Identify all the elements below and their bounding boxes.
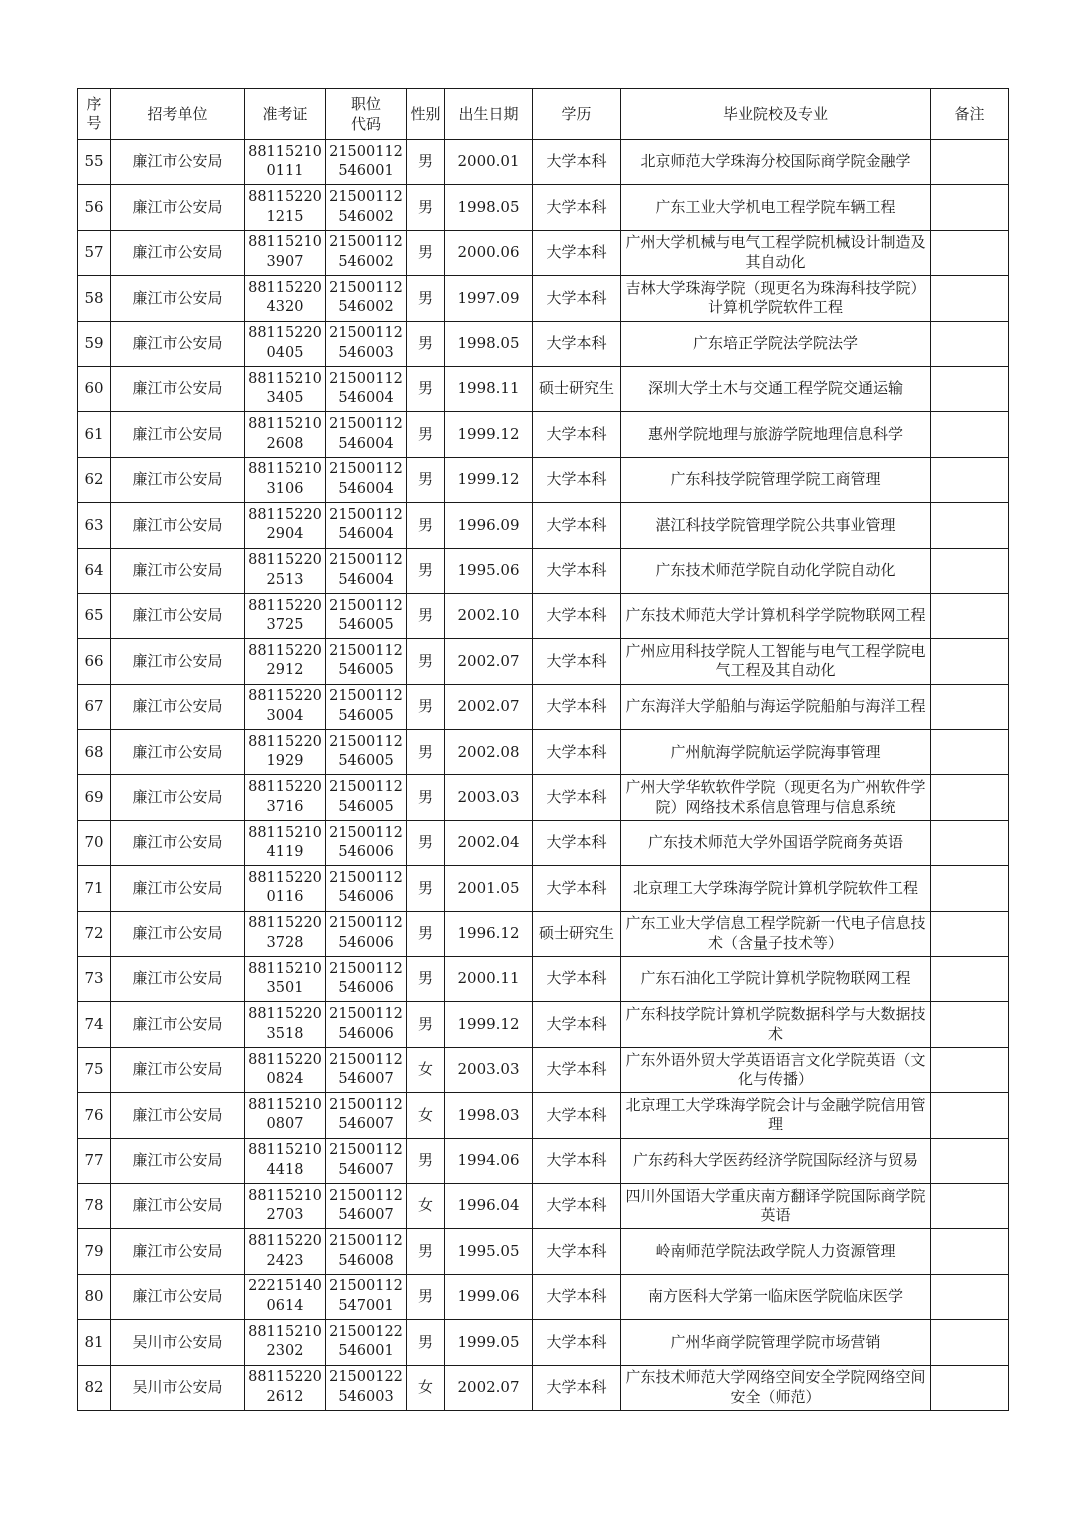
cell-gender: 男 xyxy=(407,230,445,275)
cell-post-code: 21500112546004 xyxy=(326,503,407,548)
cell-seq: 59 xyxy=(78,321,111,366)
cell-unit: 廉江市公安局 xyxy=(111,548,245,593)
table-row xyxy=(78,412,1009,457)
cell-unit: 廉江市公安局 xyxy=(111,866,245,911)
cell-unit: 廉江市公安局 xyxy=(111,1183,245,1228)
cell-unit: 廉江市公安局 xyxy=(111,1229,245,1274)
cell-seq: 56 xyxy=(78,185,111,230)
cell-post-code: 21500112546004 xyxy=(326,412,407,457)
table-row xyxy=(78,1183,1009,1228)
cell-education: 大学本科 xyxy=(533,820,621,865)
cell-education: 大学本科 xyxy=(533,1365,621,1410)
cell-unit: 廉江市公安局 xyxy=(111,593,245,638)
cell-birth: 2002.10 xyxy=(445,593,533,638)
cell-education: 大学本科 xyxy=(533,140,621,185)
cell-gender: 男 xyxy=(407,1138,445,1183)
cell-seq: 70 xyxy=(78,820,111,865)
cell-school: 吉林大学珠海学院（现更名为珠海科技学院）计算机学院软件工程 xyxy=(621,276,931,321)
cell-school: 广州华商学院管理学院市场营销 xyxy=(621,1320,931,1365)
cell-ticket: 881152203518 xyxy=(245,1002,326,1047)
cell-unit: 廉江市公安局 xyxy=(111,140,245,185)
cell-post-code: 21500112546006 xyxy=(326,957,407,1002)
cell-unit: 廉江市公安局 xyxy=(111,730,245,775)
cell-unit: 廉江市公安局 xyxy=(111,957,245,1002)
cell-education: 大学本科 xyxy=(533,230,621,275)
cell-ticket: 881152203728 xyxy=(245,911,326,956)
cell-birth: 2001.05 xyxy=(445,866,533,911)
cell-seq: 72 xyxy=(78,911,111,956)
cell-gender: 男 xyxy=(407,911,445,956)
cell-note xyxy=(931,911,1009,956)
cell-education: 大学本科 xyxy=(533,1093,621,1138)
cell-birth: 2000.11 xyxy=(445,957,533,1002)
header-ticket: 准考证 xyxy=(245,89,326,140)
cell-school: 北京师范大学珠海分校国际商学院金融学 xyxy=(621,140,931,185)
cell-note xyxy=(931,366,1009,411)
cell-ticket: 881152102703 xyxy=(245,1183,326,1228)
cell-post-code: 21500122546001 xyxy=(326,1320,407,1365)
cell-school: 北京理工大学珠海学院计算机学院软件工程 xyxy=(621,866,931,911)
cell-ticket: 881152202423 xyxy=(245,1229,326,1274)
cell-post-code: 21500112546005 xyxy=(326,730,407,775)
cell-unit: 吴川市公安局 xyxy=(111,1365,245,1410)
cell-post-code: 21500112546007 xyxy=(326,1047,407,1092)
cell-note xyxy=(931,866,1009,911)
table-row xyxy=(78,684,1009,729)
cell-seq: 69 xyxy=(78,775,111,820)
cell-note xyxy=(931,775,1009,820)
cell-post-code: 21500112546005 xyxy=(326,775,407,820)
cell-post-code: 21500112546007 xyxy=(326,1093,407,1138)
cell-education: 大学本科 xyxy=(533,1274,621,1319)
table-row xyxy=(78,1274,1009,1319)
cell-education: 大学本科 xyxy=(533,503,621,548)
cell-education: 大学本科 xyxy=(533,593,621,638)
cell-birth: 2000.01 xyxy=(445,140,533,185)
table-row xyxy=(78,730,1009,775)
table-row xyxy=(78,639,1009,684)
cell-seq: 65 xyxy=(78,593,111,638)
cell-note xyxy=(931,1047,1009,1092)
cell-gender: 男 xyxy=(407,1002,445,1047)
cell-note xyxy=(931,1138,1009,1183)
cell-seq: 62 xyxy=(78,457,111,502)
cell-birth: 1997.09 xyxy=(445,276,533,321)
cell-school: 广东科技学院计算机学院数据科学与大数据技术 xyxy=(621,1002,931,1047)
cell-post-code: 21500112546002 xyxy=(326,185,407,230)
cell-ticket: 881152203725 xyxy=(245,593,326,638)
cell-school: 岭南师范学院法政学院人力资源管理 xyxy=(621,1229,931,1274)
cell-birth: 2002.07 xyxy=(445,639,533,684)
cell-education: 大学本科 xyxy=(533,684,621,729)
cell-gender: 男 xyxy=(407,140,445,185)
table-row xyxy=(78,1365,1009,1410)
cell-education: 大学本科 xyxy=(533,730,621,775)
cell-birth: 1995.05 xyxy=(445,1229,533,1274)
cell-gender: 男 xyxy=(407,957,445,1002)
cell-seq: 68 xyxy=(78,730,111,775)
cell-school: 广东药科大学医药经济学院国际经济与贸易 xyxy=(621,1138,931,1183)
cell-gender: 男 xyxy=(407,457,445,502)
cell-post-code: 21500112546007 xyxy=(326,1183,407,1228)
cell-education: 大学本科 xyxy=(533,1229,621,1274)
cell-unit: 吴川市公安局 xyxy=(111,1320,245,1365)
cell-unit: 廉江市公安局 xyxy=(111,185,245,230)
cell-school: 广东技术师范大学外国语学院商务英语 xyxy=(621,820,931,865)
cell-unit: 廉江市公安局 xyxy=(111,412,245,457)
cell-birth: 1999.12 xyxy=(445,412,533,457)
cell-ticket: 881152200116 xyxy=(245,866,326,911)
cell-ticket: 881152104119 xyxy=(245,820,326,865)
cell-ticket: 881152100111 xyxy=(245,140,326,185)
cell-ticket: 881152103501 xyxy=(245,957,326,1002)
cell-education: 大学本科 xyxy=(533,1138,621,1183)
cell-ticket: 881152203004 xyxy=(245,684,326,729)
cell-seq: 79 xyxy=(78,1229,111,1274)
cell-seq: 73 xyxy=(78,957,111,1002)
cell-seq: 77 xyxy=(78,1138,111,1183)
cell-unit: 廉江市公安局 xyxy=(111,366,245,411)
cell-gender: 男 xyxy=(407,820,445,865)
cell-education: 大学本科 xyxy=(533,548,621,593)
cell-note xyxy=(931,503,1009,548)
cell-unit: 廉江市公安局 xyxy=(111,1093,245,1138)
table-body xyxy=(78,140,1009,1411)
cell-birth: 1999.06 xyxy=(445,1274,533,1319)
cell-seq: 71 xyxy=(78,866,111,911)
cell-gender: 女 xyxy=(407,1365,445,1410)
cell-gender: 男 xyxy=(407,548,445,593)
cell-gender: 男 xyxy=(407,185,445,230)
cell-seq: 61 xyxy=(78,412,111,457)
cell-note xyxy=(931,276,1009,321)
cell-gender: 男 xyxy=(407,1229,445,1274)
cell-post-code: 21500112546005 xyxy=(326,639,407,684)
cell-post-code: 21500112546002 xyxy=(326,230,407,275)
table-row xyxy=(78,230,1009,275)
cell-ticket: 881152201929 xyxy=(245,730,326,775)
cell-school: 广东海洋大学船舶与海运学院船舶与海洋工程 xyxy=(621,684,931,729)
cell-ticket: 881152202513 xyxy=(245,548,326,593)
cell-ticket: 881152200405 xyxy=(245,321,326,366)
cell-gender: 男 xyxy=(407,321,445,366)
cell-education: 大学本科 xyxy=(533,866,621,911)
cell-gender: 男 xyxy=(407,1320,445,1365)
cell-ticket: 881152203716 xyxy=(245,775,326,820)
cell-school: 广州应用科技学院人工智能与电气工程学院电气工程及其自动化 xyxy=(621,639,931,684)
header-unit: 招考单位 xyxy=(111,89,245,140)
cell-ticket: 881152103405 xyxy=(245,366,326,411)
cell-school: 广东技术师范学院自动化学院自动化 xyxy=(621,548,931,593)
cell-birth: 1999.12 xyxy=(445,1002,533,1047)
cell-gender: 女 xyxy=(407,1093,445,1138)
table-row xyxy=(78,1229,1009,1274)
table-row xyxy=(78,957,1009,1002)
cell-education: 大学本科 xyxy=(533,185,621,230)
candidate-table xyxy=(77,88,1009,1411)
cell-school: 南方医科大学第一临床医学院临床医学 xyxy=(621,1274,931,1319)
cell-education: 大学本科 xyxy=(533,1183,621,1228)
cell-birth: 2003.03 xyxy=(445,775,533,820)
cell-gender: 男 xyxy=(407,639,445,684)
cell-note xyxy=(931,230,1009,275)
cell-seq: 82 xyxy=(78,1365,111,1410)
cell-school: 广东工业大学信息工程学院新一代电子信息技术（含量子技术等） xyxy=(621,911,931,956)
cell-unit: 廉江市公安局 xyxy=(111,1138,245,1183)
cell-seq: 78 xyxy=(78,1183,111,1228)
header-post-code: 职位代码 xyxy=(326,89,407,140)
cell-school: 深圳大学土木与交通工程学院交通运输 xyxy=(621,366,931,411)
cell-seq: 63 xyxy=(78,503,111,548)
cell-post-code: 21500112546002 xyxy=(326,276,407,321)
cell-education: 大学本科 xyxy=(533,957,621,1002)
cell-gender: 男 xyxy=(407,866,445,911)
cell-note xyxy=(931,820,1009,865)
cell-ticket: 881152200824 xyxy=(245,1047,326,1092)
table-row xyxy=(78,457,1009,502)
cell-education: 大学本科 xyxy=(533,457,621,502)
cell-birth: 2002.08 xyxy=(445,730,533,775)
cell-note xyxy=(931,593,1009,638)
cell-education: 大学本科 xyxy=(533,412,621,457)
cell-gender: 男 xyxy=(407,276,445,321)
cell-note xyxy=(931,1274,1009,1319)
cell-note xyxy=(931,412,1009,457)
cell-school: 广东科技学院管理学院工商管理 xyxy=(621,457,931,502)
cell-unit: 廉江市公安局 xyxy=(111,775,245,820)
cell-note xyxy=(931,1320,1009,1365)
cell-unit: 廉江市公安局 xyxy=(111,639,245,684)
cell-school: 湛江科技学院管理学院公共事业管理 xyxy=(621,503,931,548)
cell-school: 广东技术师范大学计算机科学学院物联网工程 xyxy=(621,593,931,638)
cell-birth: 2000.06 xyxy=(445,230,533,275)
header-seq: 序号 xyxy=(78,89,111,140)
cell-gender: 男 xyxy=(407,593,445,638)
cell-ticket: 881152202612 xyxy=(245,1365,326,1410)
cell-education: 硕士研究生 xyxy=(533,911,621,956)
cell-school: 惠州学院地理与旅游学院地理信息科学 xyxy=(621,412,931,457)
cell-birth: 1999.12 xyxy=(445,457,533,502)
cell-gender: 男 xyxy=(407,503,445,548)
cell-note xyxy=(931,639,1009,684)
cell-unit: 廉江市公安局 xyxy=(111,1002,245,1047)
cell-unit: 廉江市公安局 xyxy=(111,1047,245,1092)
header-education: 学历 xyxy=(533,89,621,140)
cell-post-code: 21500112546004 xyxy=(326,457,407,502)
cell-post-code: 21500122546003 xyxy=(326,1365,407,1410)
cell-birth: 1998.05 xyxy=(445,321,533,366)
cell-gender: 女 xyxy=(407,1183,445,1228)
admission-list-sheet xyxy=(77,88,1008,1411)
cell-school: 广东外语外贸大学英语语言文化学院英语（文化与传播） xyxy=(621,1047,931,1092)
table-row xyxy=(78,775,1009,820)
cell-school: 广州大学机械与电气工程学院机械设计制造及其自动化 xyxy=(621,230,931,275)
cell-unit: 廉江市公安局 xyxy=(111,911,245,956)
cell-school: 广州大学华软软件学院（现更名为广州软件学院）网络技术系信息管理与信息系统 xyxy=(621,775,931,820)
cell-birth: 1998.03 xyxy=(445,1093,533,1138)
cell-ticket: 881152104418 xyxy=(245,1138,326,1183)
cell-birth: 1996.04 xyxy=(445,1183,533,1228)
cell-note xyxy=(931,1002,1009,1047)
table-row xyxy=(78,1138,1009,1183)
cell-gender: 男 xyxy=(407,730,445,775)
cell-gender: 女 xyxy=(407,1047,445,1092)
cell-seq: 67 xyxy=(78,684,111,729)
cell-unit: 廉江市公安局 xyxy=(111,457,245,502)
cell-birth: 2003.03 xyxy=(445,1047,533,1092)
cell-ticket: 881152202912 xyxy=(245,639,326,684)
cell-gender: 男 xyxy=(407,412,445,457)
cell-note xyxy=(931,1093,1009,1138)
cell-birth: 1998.11 xyxy=(445,366,533,411)
cell-school: 四川外国语大学重庆南方翻译学院国际商学院英语 xyxy=(621,1183,931,1228)
cell-note xyxy=(931,457,1009,502)
table-row xyxy=(78,593,1009,638)
table-row xyxy=(78,820,1009,865)
table-row xyxy=(78,911,1009,956)
cell-unit: 廉江市公安局 xyxy=(111,503,245,548)
cell-gender: 男 xyxy=(407,775,445,820)
cell-seq: 66 xyxy=(78,639,111,684)
cell-ticket: 881152103106 xyxy=(245,457,326,502)
cell-post-code: 21500112546008 xyxy=(326,1229,407,1274)
cell-birth: 1996.12 xyxy=(445,911,533,956)
cell-education: 硕士研究生 xyxy=(533,366,621,411)
cell-birth: 1994.06 xyxy=(445,1138,533,1183)
cell-school: 广东工业大学机电工程学院车辆工程 xyxy=(621,185,931,230)
cell-birth: 1996.09 xyxy=(445,503,533,548)
cell-post-code: 21500112546004 xyxy=(326,366,407,411)
header-school: 毕业院校及专业 xyxy=(621,89,931,140)
cell-birth: 2002.04 xyxy=(445,820,533,865)
cell-post-code: 21500112547001 xyxy=(326,1274,407,1319)
cell-note xyxy=(931,1365,1009,1410)
cell-post-code: 21500112546006 xyxy=(326,866,407,911)
cell-ticket: 881152204320 xyxy=(245,276,326,321)
cell-ticket: 222151400614 xyxy=(245,1274,326,1319)
cell-seq: 76 xyxy=(78,1093,111,1138)
table-row xyxy=(78,866,1009,911)
cell-gender: 男 xyxy=(407,684,445,729)
cell-seq: 60 xyxy=(78,366,111,411)
cell-birth: 2002.07 xyxy=(445,684,533,729)
cell-seq: 57 xyxy=(78,230,111,275)
cell-birth: 1998.05 xyxy=(445,185,533,230)
cell-seq: 74 xyxy=(78,1002,111,1047)
table-row xyxy=(78,1002,1009,1047)
cell-unit: 廉江市公安局 xyxy=(111,230,245,275)
cell-post-code: 21500112546006 xyxy=(326,911,407,956)
cell-education: 大学本科 xyxy=(533,1002,621,1047)
cell-school: 广东石油化工学院计算机学院物联网工程 xyxy=(621,957,931,1002)
table-row xyxy=(78,321,1009,366)
cell-unit: 廉江市公安局 xyxy=(111,820,245,865)
cell-post-code: 21500112546006 xyxy=(326,820,407,865)
cell-education: 大学本科 xyxy=(533,276,621,321)
cell-note xyxy=(931,730,1009,775)
cell-note xyxy=(931,140,1009,185)
cell-seq: 81 xyxy=(78,1320,111,1365)
cell-note xyxy=(931,957,1009,1002)
cell-birth: 1995.06 xyxy=(445,548,533,593)
cell-note xyxy=(931,548,1009,593)
cell-birth: 2002.07 xyxy=(445,1365,533,1410)
cell-school: 广东技术师范大学网络空间安全学院网络空间安全（师范） xyxy=(621,1365,931,1410)
cell-seq: 58 xyxy=(78,276,111,321)
table-row xyxy=(78,276,1009,321)
cell-unit: 廉江市公安局 xyxy=(111,684,245,729)
cell-post-code: 21500112546006 xyxy=(326,1002,407,1047)
cell-seq: 64 xyxy=(78,548,111,593)
cell-school: 广州航海学院航运学院海事管理 xyxy=(621,730,931,775)
cell-school: 北京理工大学珠海学院会计与金融学院信用管理 xyxy=(621,1093,931,1138)
table-row xyxy=(78,140,1009,185)
cell-note xyxy=(931,684,1009,729)
table-row xyxy=(78,503,1009,548)
table-row xyxy=(78,1093,1009,1138)
table-row xyxy=(78,1320,1009,1365)
cell-ticket: 881152100807 xyxy=(245,1093,326,1138)
cell-education: 大学本科 xyxy=(533,1047,621,1092)
cell-education: 大学本科 xyxy=(533,1320,621,1365)
cell-education: 大学本科 xyxy=(533,639,621,684)
cell-ticket: 881152102302 xyxy=(245,1320,326,1365)
cell-post-code: 21500112546001 xyxy=(326,140,407,185)
cell-ticket: 881152201215 xyxy=(245,185,326,230)
cell-seq: 75 xyxy=(78,1047,111,1092)
cell-ticket: 881152202904 xyxy=(245,503,326,548)
header-gender: 性别 xyxy=(407,89,445,140)
cell-note xyxy=(931,1183,1009,1228)
cell-education: 大学本科 xyxy=(533,321,621,366)
cell-post-code: 21500112546005 xyxy=(326,684,407,729)
cell-seq: 80 xyxy=(78,1274,111,1319)
table-row xyxy=(78,366,1009,411)
table-header-row xyxy=(78,89,1009,140)
table-row xyxy=(78,1047,1009,1092)
cell-education: 大学本科 xyxy=(533,775,621,820)
cell-gender: 男 xyxy=(407,366,445,411)
cell-ticket: 881152102608 xyxy=(245,412,326,457)
cell-ticket: 881152103907 xyxy=(245,230,326,275)
cell-note xyxy=(931,1229,1009,1274)
header-birth: 出生日期 xyxy=(445,89,533,140)
cell-note xyxy=(931,185,1009,230)
cell-birth: 1999.05 xyxy=(445,1320,533,1365)
cell-post-code: 21500112546003 xyxy=(326,321,407,366)
cell-unit: 廉江市公安局 xyxy=(111,276,245,321)
cell-post-code: 21500112546005 xyxy=(326,593,407,638)
table-row xyxy=(78,548,1009,593)
cell-post-code: 21500112546004 xyxy=(326,548,407,593)
table-row xyxy=(78,185,1009,230)
cell-post-code: 21500112546007 xyxy=(326,1138,407,1183)
cell-unit: 廉江市公安局 xyxy=(111,321,245,366)
cell-seq: 55 xyxy=(78,140,111,185)
header-note: 备注 xyxy=(931,89,1009,140)
cell-unit: 廉江市公安局 xyxy=(111,1274,245,1319)
cell-note xyxy=(931,321,1009,366)
cell-gender: 男 xyxy=(407,1274,445,1319)
cell-school: 广东培正学院法学院法学 xyxy=(621,321,931,366)
